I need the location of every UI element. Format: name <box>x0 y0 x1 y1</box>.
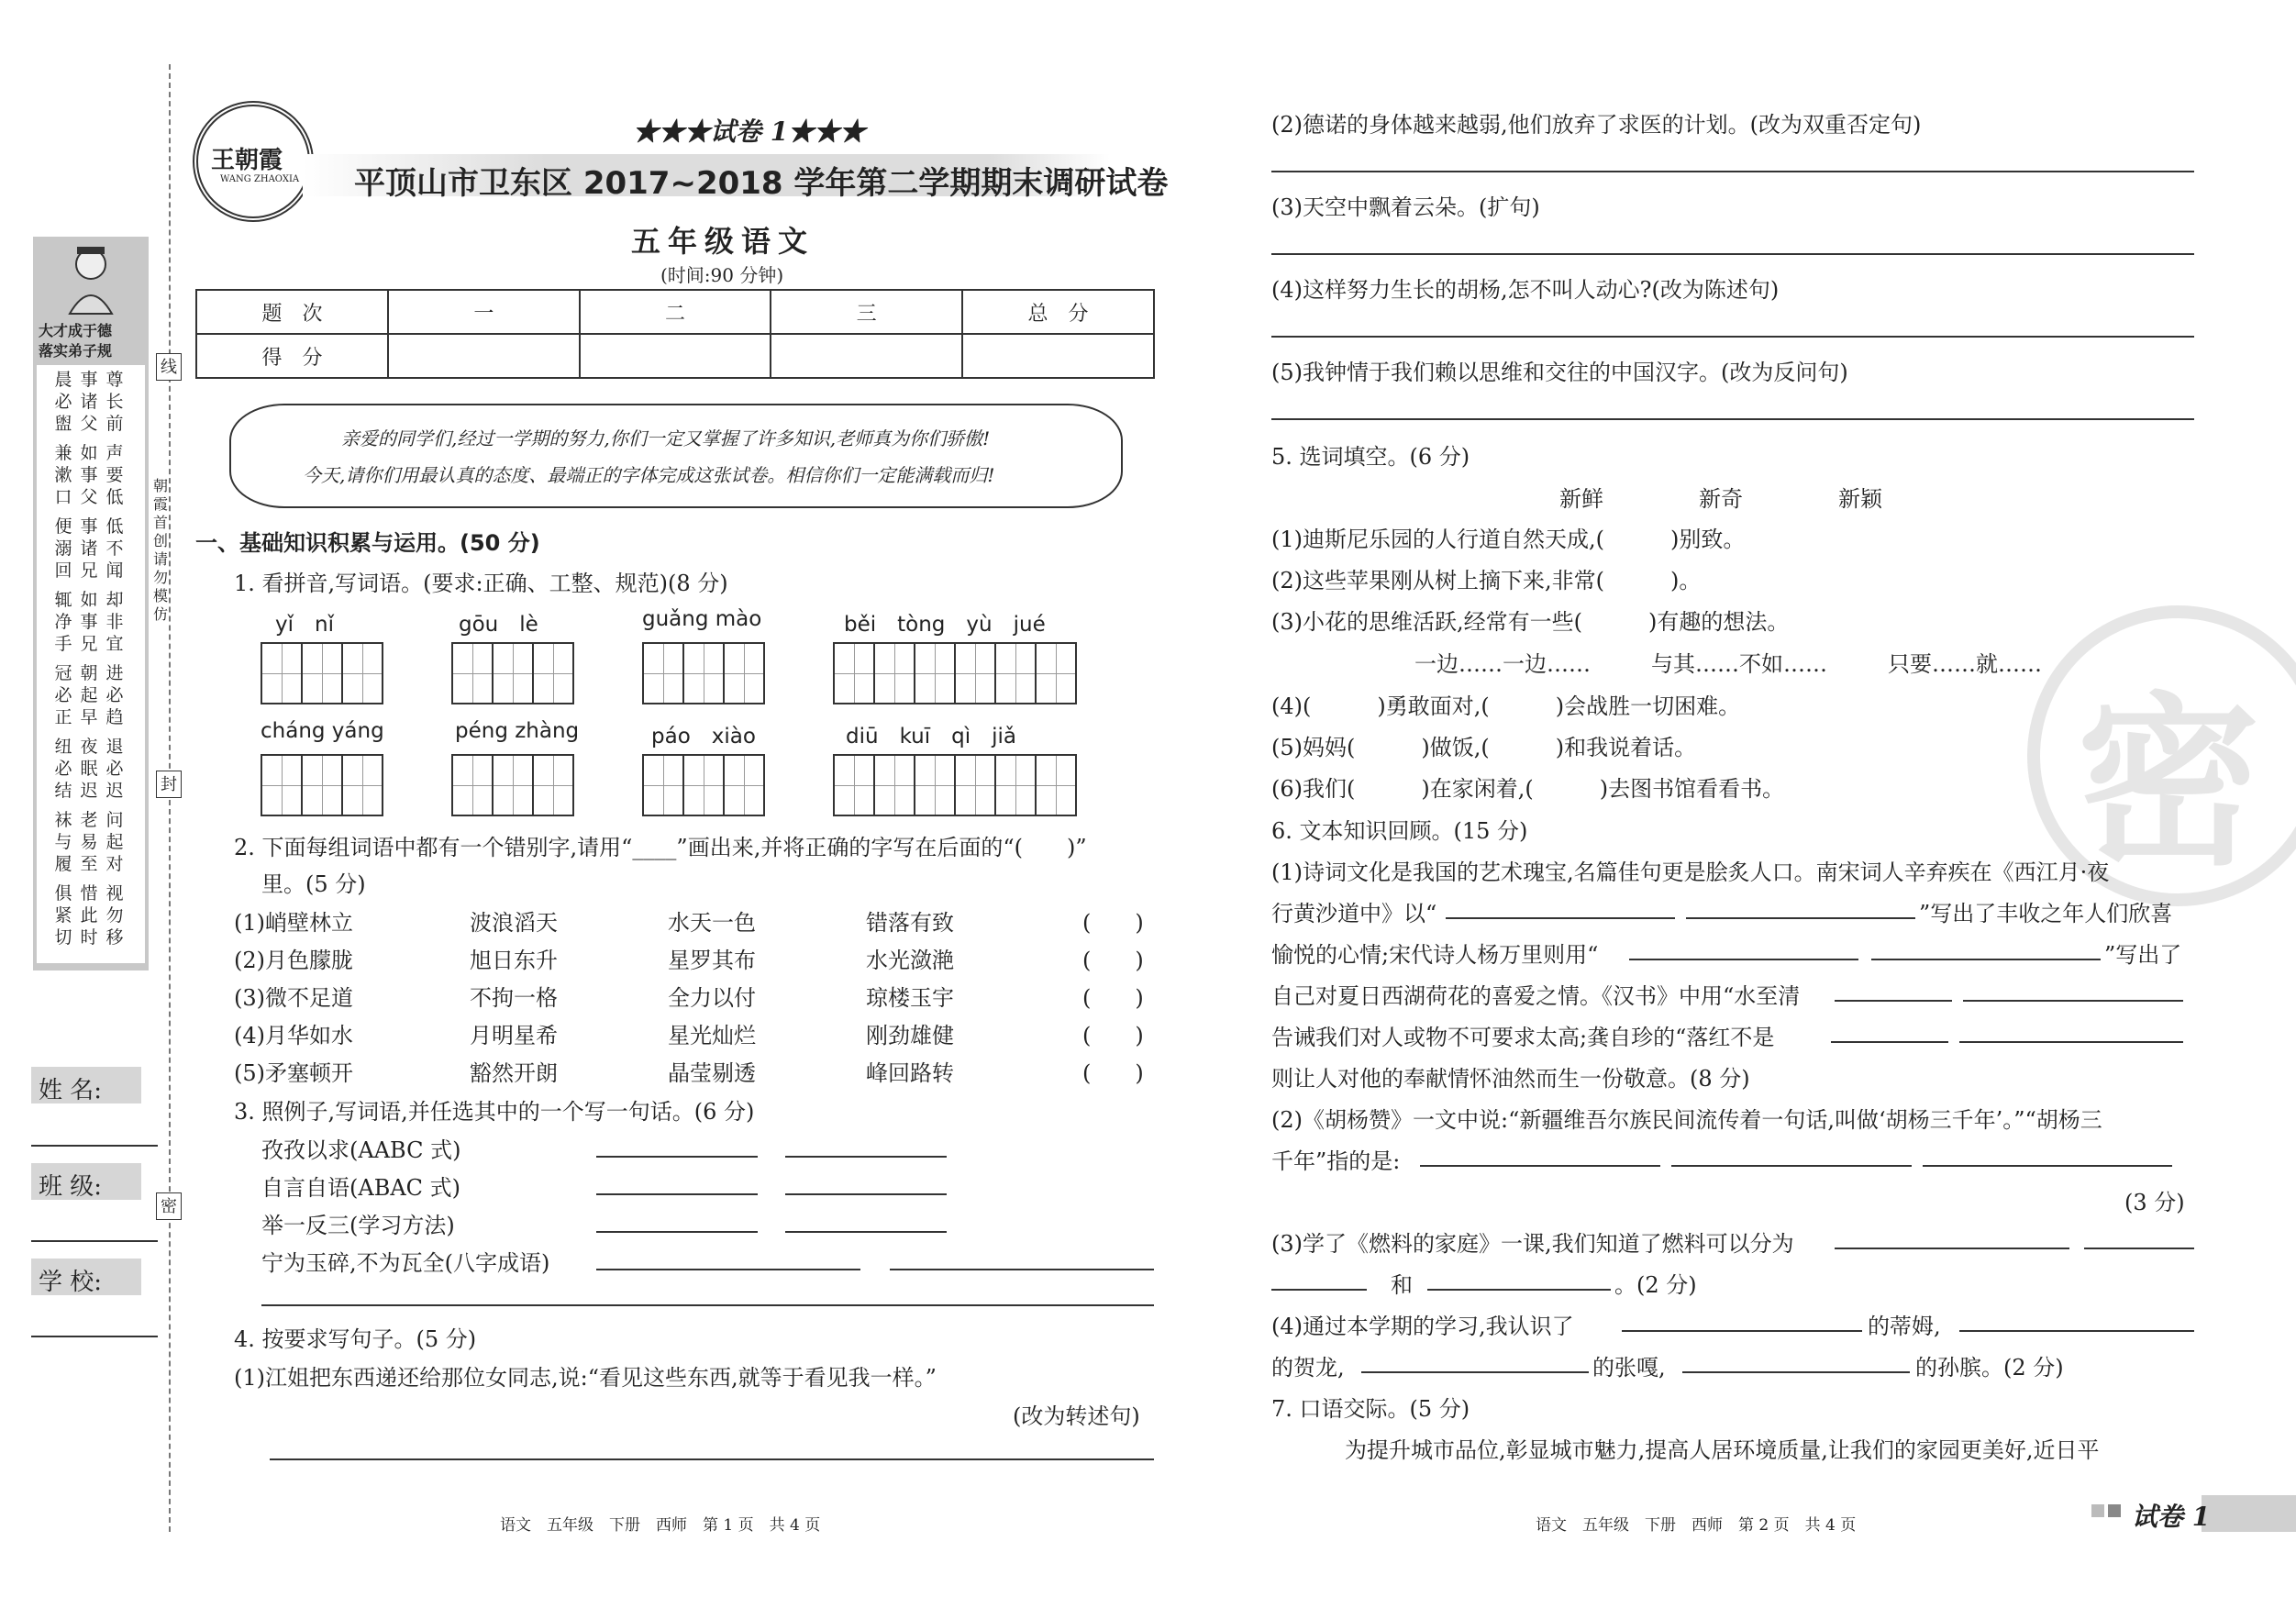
footer-badge-bg <box>2202 1495 2296 1532</box>
question-6-1-d: 自己对夏日西湖荷花的喜爱之情。《汉书》中用“水至清 <box>1271 983 1801 1009</box>
score-cell[interactable] <box>771 334 962 378</box>
q3-item: 孜孜以求(AABC 式) <box>261 1137 461 1163</box>
motto-2: 落实弟子规 <box>39 342 113 360</box>
writing-grid[interactable] <box>451 754 572 816</box>
q2-word: 星光灿烂 <box>668 1023 756 1048</box>
question-6-2: (2)《胡杨赞》一文中说:“新疆维吾尔族民间流传着一句话,叫做‘胡杨三千年’。”“胡杨三 <box>1271 1107 2102 1133</box>
answer-line[interactable] <box>785 1231 947 1233</box>
answer-line[interactable] <box>1361 1371 1589 1373</box>
q4-1-requirement: (改为转述句) <box>1013 1403 1140 1429</box>
pinyin: gōu lè <box>459 613 538 637</box>
rule-col: 辄净手 <box>54 590 72 654</box>
cloud-line-1: 亲爱的同学们,经过一学期的努力,你们一定又掌握了许多知识,老师真为你们骄傲! <box>341 427 991 449</box>
writing-grid[interactable] <box>451 642 572 704</box>
rule-col: 尊长前 <box>105 370 124 434</box>
q2-word: 全力以付 <box>668 985 756 1011</box>
answer-line[interactable] <box>1271 1289 1367 1291</box>
answer-line[interactable] <box>1686 917 1915 919</box>
rule-col: 如事兄 <box>80 590 98 654</box>
footer-deco <box>2091 1504 2104 1517</box>
q2-answer-blank[interactable]: ( ) <box>1082 1023 1144 1048</box>
q2-word: 星罗其布 <box>668 948 756 973</box>
rule-col: 低不闻 <box>105 516 124 581</box>
rule-col: 纽必结 <box>54 737 72 801</box>
score-header: 一 <box>388 290 580 334</box>
q2-word: 水光潋滟 <box>866 948 954 973</box>
rule-col: 袜与履 <box>54 810 72 874</box>
question-6-3: (3)学了《燃料的家庭》一课,我们知道了燃料可以分为 <box>1271 1231 1794 1257</box>
score-header: 二 <box>580 290 771 334</box>
scholar-figure-icon <box>61 244 121 316</box>
rule-col: 老易至 <box>80 810 98 874</box>
answer-line[interactable] <box>785 1156 947 1158</box>
answer-line[interactable] <box>1446 917 1675 919</box>
writing-grid[interactable] <box>642 642 763 704</box>
question-6-1-c: 愉悦的心情;宋代诗人杨万里则用“ <box>1271 942 1599 968</box>
answer-line[interactable] <box>1835 1248 2069 1249</box>
question-5-3: (3)小花的思维活跃,经常有一些( )有趣的想法。 <box>1271 609 1790 635</box>
q3-item: 宁为玉碎,不为瓦全(八字成语) <box>261 1250 550 1276</box>
pinyin: guǎng mào <box>642 607 762 631</box>
question-6-1-b: 行黄沙道中》以“ <box>1271 901 1437 926</box>
question-1: 1. 看拼音,写词语。(要求:正确、工整、规范)(8 分) <box>234 571 728 596</box>
question-7-text: 为提升城市品位,彰显城市魅力,提高人居环境质量,让我们的家园更美好,近日平 <box>1345 1437 2100 1463</box>
answer-line[interactable] <box>1963 1000 2183 1002</box>
name-label: 姓 名: <box>39 1077 103 1104</box>
q3-item: 自言自语(ABAC 式) <box>261 1175 461 1201</box>
answer-line[interactable] <box>596 1193 758 1195</box>
answer-line[interactable] <box>1427 1289 1611 1291</box>
class-field[interactable] <box>31 1240 158 1242</box>
writing-grid[interactable] <box>261 754 382 816</box>
rule-col: 夜眠迟 <box>80 737 98 801</box>
question-6-4-b-mid: 的张嘎, <box>1592 1355 1666 1381</box>
question-6-2-b: 千年”指的是: <box>1271 1148 1401 1174</box>
q2-word: (1)峭壁林立 <box>234 910 353 936</box>
question-5-2: (2)这些苹果刚从树上摘下来,非常( )。 <box>1271 568 1702 593</box>
answer-line[interactable] <box>261 1304 1154 1306</box>
answer-line[interactable] <box>1682 1371 1910 1373</box>
rule-col: 视勿移 <box>105 883 124 948</box>
rule-col: 声要低 <box>105 443 124 507</box>
answer-line[interactable] <box>2084 1248 2194 1249</box>
question-6-4-b-end: 的孙膑。(2 分) <box>1915 1355 2064 1381</box>
answer-line[interactable] <box>1271 336 2194 338</box>
rule-col: 问起对 <box>105 810 124 874</box>
answer-line[interactable] <box>1831 1041 1948 1043</box>
pinyin: páo xiào <box>651 725 756 749</box>
question-6-1: (1)诗词文化是我国的艺术瑰宝,名篇佳句更是脍炙人口。南宋词人辛弃疾在《西江月·夜 <box>1271 859 2110 885</box>
rule-col: 便溺回 <box>54 516 72 581</box>
q2-word: 豁然开朗 <box>470 1060 558 1086</box>
answer-line[interactable] <box>1622 1330 1862 1332</box>
rule-col: 俱紧切 <box>54 883 72 948</box>
rule-col: 朝起早 <box>80 663 98 727</box>
question-6-1-b-end: ”写出了丰收之年人们欣喜 <box>1919 901 2173 926</box>
answer-line[interactable] <box>1271 171 2194 172</box>
score-table <box>195 289 1155 379</box>
exam-title: 平顶山市卫东区 2017~2018 学年第二学期期末调研试卷 <box>354 165 1169 202</box>
question-6-1-c-end: ”写出了 <box>2104 942 2182 968</box>
q2-word: 刚劲雄健 <box>866 1023 954 1048</box>
question-2-cont: 里。(5 分) <box>261 871 366 897</box>
pinyin: cháng yáng <box>261 719 384 743</box>
score-header: 题 次 <box>196 290 388 334</box>
rule-col: 如事父 <box>80 443 98 507</box>
binding-line <box>169 64 171 1532</box>
question-6-1-e: 告诫我们对人或物不可要求太高;龚自珍的“落红不是 <box>1271 1025 1775 1050</box>
q2-answer-blank[interactable]: ( ) <box>1082 1060 1144 1086</box>
subject-title: 五年级语文 <box>631 224 815 259</box>
answer-line[interactable] <box>1835 1000 1952 1002</box>
watermark-char: 密 <box>2077 675 2261 891</box>
q2-word: 琼楼玉宇 <box>866 985 954 1011</box>
score-header: 三 <box>771 290 962 334</box>
q2-answer-blank[interactable]: ( ) <box>1082 985 1144 1011</box>
pinyin: diū kuī qì jiǎ <box>846 725 1017 749</box>
binding-mark-xian: 线 <box>156 353 182 381</box>
section-1-heading: 一、基础知识积累与运用。(50 分) <box>195 530 540 556</box>
footer-deco <box>2108 1504 2121 1517</box>
pinyin: péng zhàng <box>455 719 580 743</box>
rule-col: 事诸兄 <box>80 516 98 581</box>
word-choice: 与其……不如…… <box>1651 651 1827 677</box>
rule-col: 兼漱口 <box>54 443 72 507</box>
answer-line[interactable] <box>1871 959 2101 960</box>
q2-word: 旭日东升 <box>470 948 558 973</box>
pinyin: běi tòng yù jué <box>844 613 1046 637</box>
word-choice: 新鲜 <box>1559 486 1603 512</box>
word-choice: 新奇 <box>1699 486 1743 512</box>
answer-line[interactable] <box>270 1458 1154 1460</box>
question-5-1: (1)迪斯尼乐园的人行道自然天成,( )别致。 <box>1271 527 1746 552</box>
motto-1: 大才成于德 <box>39 322 113 339</box>
answer-line[interactable] <box>596 1231 758 1233</box>
q2-word: (4)月华如水 <box>234 1023 353 1048</box>
q2-word: (3)微不足道 <box>234 985 353 1011</box>
footer-badge: 试卷 1 <box>2132 1502 2211 1532</box>
answer-line[interactable] <box>1420 1165 1660 1167</box>
question-5-5: (5)妈妈( )做饭,( )和我说着话。 <box>1271 735 1697 760</box>
q2-word: 峰回路转 <box>866 1060 954 1086</box>
exam-badge: ★★★试卷 1★★★ <box>633 116 866 147</box>
class-label: 班 级: <box>39 1173 103 1201</box>
answer-line[interactable] <box>1271 253 2194 255</box>
answer-line[interactable] <box>785 1193 947 1195</box>
question-2: 2. 下面每组词语中都有一个错别字,请用“____”画出来,并将正确的字写在后面的“( )” <box>234 835 1087 860</box>
q2-word: 不拘一格 <box>470 985 558 1011</box>
word-choice: 只要……就…… <box>1888 651 2042 677</box>
question-4: 4. 按要求写句子。(5 分) <box>234 1326 477 1352</box>
answer-line[interactable] <box>1959 1041 2183 1043</box>
binding-mark-feng: 封 <box>156 771 182 798</box>
question-5-6: (6)我们( )在家闲着,( )去图书馆看看书。 <box>1271 776 1785 802</box>
question-4-3: (3)天空中飘着云朵。(扩句) <box>1271 194 1540 220</box>
answer-line[interactable] <box>890 1269 1154 1270</box>
rule-col: 事诸父 <box>80 370 98 434</box>
score-cell[interactable] <box>580 334 771 378</box>
q2-word: 波浪滔天 <box>470 910 558 936</box>
score-header: 总 分 <box>962 290 1154 334</box>
logo-subtext: WANG ZHAOXIA <box>220 174 300 184</box>
page-footer-right: 语文 五年级 下册 西师 第 2 页 共 4 页 <box>1536 1516 1857 1535</box>
question-4-5: (5)我钟情于我们赖以思维和交往的中国汉字。(改为反问句) <box>1271 360 1848 385</box>
question-6-4-mid: 的蒂姆, <box>1868 1314 1941 1339</box>
question-4-4: (4)这样努力生长的胡杨,怎不叫人动心?(改为陈述句) <box>1271 277 1780 303</box>
answer-line[interactable] <box>1271 418 2194 420</box>
writing-grid[interactable] <box>642 754 763 816</box>
question-6-4: (4)通过本学期的学习,我认识了 <box>1271 1314 1574 1339</box>
rule-col: 惜此时 <box>80 883 98 948</box>
question-5-4: (4)( )勇敢面对,( )会战胜一切困难。 <box>1271 693 1741 719</box>
word-choice: 一边……一边…… <box>1414 651 1591 677</box>
logo-text: 王朝霞 <box>211 147 283 174</box>
exam-time: (时间:90 分钟) <box>660 264 784 286</box>
cloud-line-2: 今天,请你们用最认真的态度、最端正的字体完成这张试卷。相信你们一定能满载而归! <box>303 464 995 486</box>
q2-word: (5)矛塞顿开 <box>234 1060 353 1086</box>
question-6-3-b-end: 。(2 分) <box>1614 1272 1697 1298</box>
question-4-1: (1)江姐把东西递还给那位女同志,说:“看见这些东西,就等于看见我一样。” <box>234 1365 937 1391</box>
question-6-3-b: 和 <box>1391 1272 1413 1298</box>
question-6-1-f: 则让人对他的奉献情怀油然而生一份敬意。(8 分) <box>1271 1066 1750 1092</box>
question-5: 5. 选词填空。(6 分) <box>1271 444 1470 470</box>
q2-word: 晶莹剔透 <box>668 1060 756 1086</box>
answer-line[interactable] <box>596 1156 758 1158</box>
answer-line[interactable] <box>1923 1165 2172 1167</box>
q6-2-score: (3 分) <box>2124 1190 2185 1215</box>
score-label: 得 分 <box>196 334 388 378</box>
question-6: 6. 文本知识回顾。(15 分) <box>1271 818 1528 844</box>
rule-col: 进必趋 <box>105 663 124 727</box>
rule-col: 晨必盥 <box>54 370 72 434</box>
page-footer-left: 语文 五年级 下册 西师 第 1 页 共 4 页 <box>500 1516 821 1535</box>
q2-word: 水天一色 <box>668 910 756 936</box>
school-field[interactable] <box>31 1336 158 1337</box>
question-7: 7. 口语交际。(5 分) <box>1271 1396 1470 1422</box>
copyright-notice: 朝霞首创 请勿模仿 <box>152 477 183 623</box>
writing-grid[interactable] <box>833 754 1075 816</box>
q3-item: 举一反三(学习方法) <box>261 1213 455 1238</box>
question-4-2: (2)德诺的身体越来越弱,他们放弃了求医的计划。(改为双重否定句) <box>1271 112 1922 138</box>
rule-col: 却非宜 <box>105 590 124 654</box>
q2-word: 月明星希 <box>470 1023 558 1048</box>
answer-line[interactable] <box>1671 1165 1912 1167</box>
question-6-4-b: 的贺龙, <box>1271 1355 1345 1381</box>
word-choice: 新颖 <box>1838 486 1882 512</box>
writing-grid[interactable] <box>261 642 382 704</box>
score-cell[interactable] <box>962 334 1154 378</box>
encouragement-cloud <box>229 404 1123 508</box>
answer-line[interactable] <box>1959 1330 2194 1332</box>
q2-answer-blank[interactable]: ( ) <box>1082 948 1144 973</box>
binding-mark-mi: 密 <box>156 1192 182 1220</box>
publisher-logo <box>193 101 314 222</box>
q2-answer-blank[interactable]: ( ) <box>1082 910 1144 936</box>
question-3: 3. 照例子,写词语,并任选其中的一个写一句话。(6 分) <box>234 1099 755 1125</box>
answer-line[interactable] <box>1629 959 1858 960</box>
writing-grid[interactable] <box>833 642 1075 704</box>
name-field[interactable] <box>31 1145 158 1147</box>
q2-word: 错落有致 <box>866 910 954 936</box>
score-cell[interactable] <box>388 334 580 378</box>
rule-col: 退必迟 <box>105 737 124 801</box>
answer-line[interactable] <box>596 1269 860 1270</box>
rule-col: 冠必正 <box>54 663 72 727</box>
q2-word: (2)月色朦胧 <box>234 948 353 973</box>
pinyin: yǐ nǐ <box>275 613 334 637</box>
school-label: 学 校: <box>39 1269 103 1296</box>
